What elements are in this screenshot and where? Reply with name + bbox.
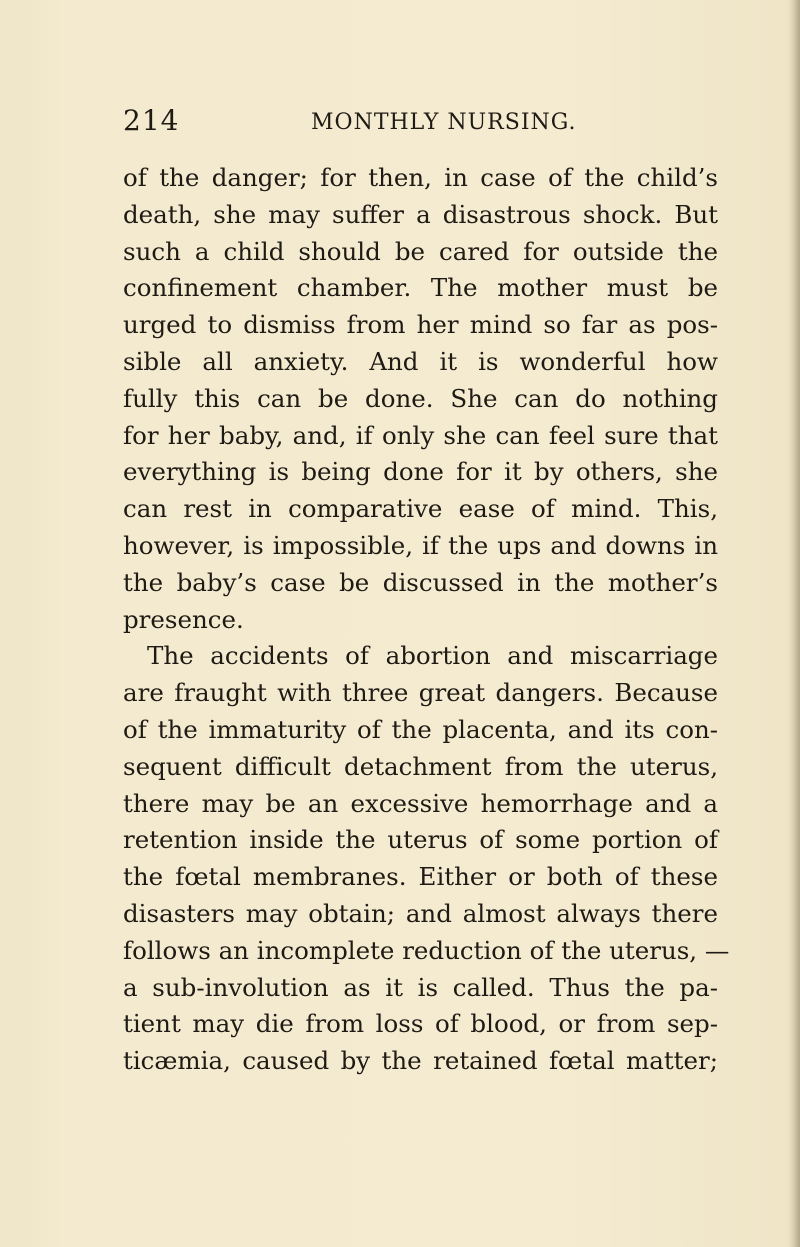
body-text [123,160,730,1080]
text-line: follows an incomplete reduction of the uterus, — [123,935,730,965]
page-number: 214 [123,104,180,137]
text-line: can rest in comparative ease of mind. This, [123,494,718,524]
text-line: presence. [123,604,244,634]
text-line: of the danger; for then, in case of the child’s [123,163,718,192]
page-edge-shadow [788,0,800,1247]
text-line: everything is being done for it by others, she [123,457,718,487]
text-line: of the immaturity of the placenta, and its con- [123,714,718,744]
text-line: are fraught with three great dangers. Because [123,678,718,708]
text-line: death, she may suffer a disastrous shock. But [123,199,718,229]
text-line: urged to dismiss from her mind so far as pos- [123,310,718,340]
text-line: fully this can be done. She can do nothing [123,383,718,413]
text-line: however, is impossible, if the ups and downs in [123,530,718,560]
text-line: disasters may obtain; and almost always there [123,898,718,928]
text-line: confinement chamber. The mother must be [123,273,718,303]
text-line: the baby’s case be discussed in the mother’s [123,567,718,597]
text-line: a sub-involution as it is called. Thus the pa- [123,972,718,1002]
running-title: MONTHLY NURSING. [311,110,577,135]
text-line: such a child should be cared for outside the [123,236,718,266]
text-line: tient may die from loss of blood, or from sep- [123,1009,718,1039]
text-line: retention inside the uterus of some portion of [123,825,718,855]
text-line: The accidents of abortion and miscarriage [147,641,718,671]
text-line: there may be an excessive hemorrhage and a [123,788,718,818]
text-line: the fœtal membranes. Either or both of these [123,862,718,892]
page-header [123,104,713,144]
text-line: sible all anxiety. And it is wonderful how [123,346,718,376]
text-line: sequent difficult detachment from the uterus, [123,751,718,781]
text-line: ticæmia, caused by the retained fœtal matter; [123,1046,718,1076]
text-line: for her baby, and, if only she can feel sure that [123,420,718,450]
